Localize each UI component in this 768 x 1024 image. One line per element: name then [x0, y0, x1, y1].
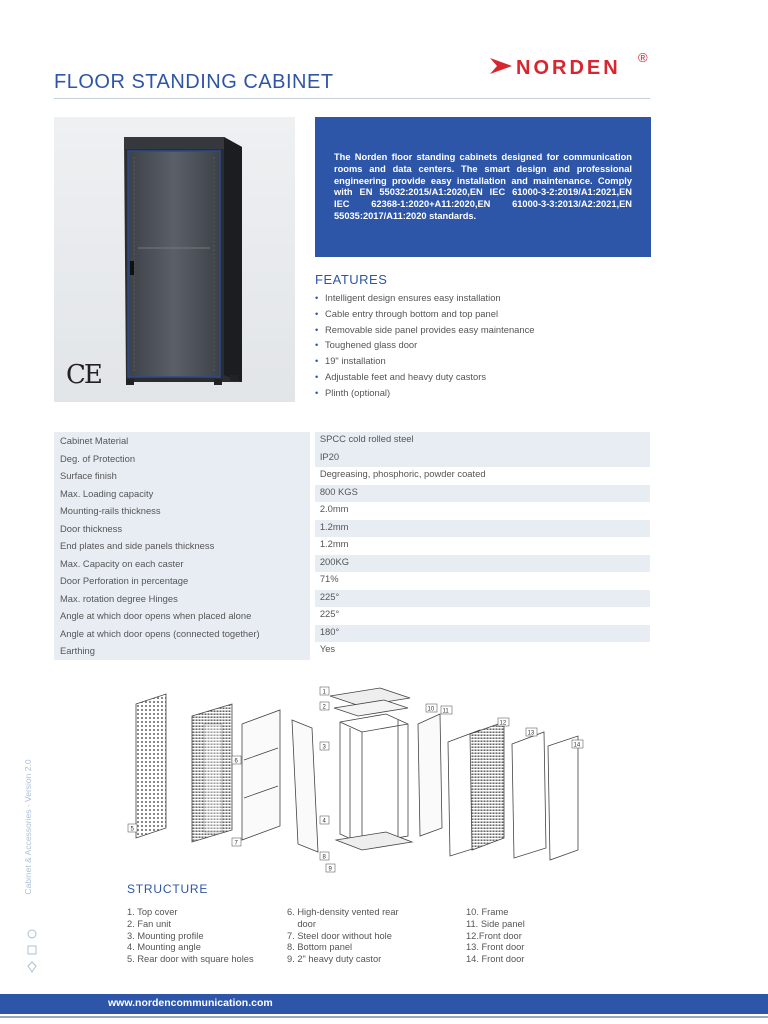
callout-label: 11	[442, 708, 449, 715]
callout-label: 2	[322, 704, 326, 711]
spec-value: Yes	[319, 643, 336, 654]
structure-item: 10. Frame	[466, 907, 509, 917]
spec-value: 2.0mm	[319, 503, 349, 514]
title-divider	[54, 98, 650, 99]
callout-label: 13	[527, 730, 535, 737]
spec-label: Surface finish	[54, 467, 310, 485]
structure-item: 3. Mounting profile	[127, 930, 204, 941]
structure-heading: STRUCTURE	[127, 882, 209, 896]
structure-item: 12.Front door	[466, 930, 522, 941]
spec-value: 1.2mm	[319, 538, 349, 549]
feature-item: • Plinth (optional)	[315, 385, 651, 401]
spec-label: Angle at which door opens (connected together)	[54, 625, 310, 643]
structure-item: 2. Fan unit	[127, 918, 171, 929]
structure-item: 8. Bottom panel	[287, 942, 353, 953]
spec-label: Deg. of Protection	[54, 450, 310, 468]
spec-value: 180°	[315, 625, 650, 643]
structure-item: door	[287, 918, 316, 929]
product-photo	[54, 117, 295, 402]
spec-label: Cabinet Material	[54, 432, 310, 450]
structure-item: 1. Top cover	[127, 907, 178, 917]
callout-label: 6	[234, 758, 238, 765]
spec-value: 800 KGS	[315, 485, 650, 503]
spec-label: Earthing	[54, 642, 310, 660]
structure-item: 4. Mounting angle	[127, 942, 201, 953]
table-row	[54, 642, 650, 660]
structure-list-1	[127, 907, 254, 966]
table-row	[54, 520, 650, 538]
spec-value: 1.2mm	[315, 520, 650, 538]
website-link[interactable]: www.nordencommunication.com	[108, 997, 273, 1009]
callout-label: 5	[130, 826, 134, 833]
footer-divider	[0, 1016, 768, 1018]
spec-table	[54, 432, 650, 660]
structure-list-2	[287, 907, 399, 966]
spec-label: Angle at which door opens when placed alone	[54, 607, 310, 625]
structure-item: 7. Steel door without hole	[287, 930, 392, 941]
spec-label: Max. rotation degree Hinges	[54, 590, 310, 608]
ce-mark: CE	[66, 360, 101, 390]
features-heading: FEATURES	[315, 272, 388, 287]
feature-item: • Intelligent design ensures easy installation	[315, 290, 651, 306]
table-row	[54, 467, 650, 485]
callout-label: 14	[573, 742, 581, 749]
spec-label: Door Perforation in percentage	[54, 572, 310, 590]
norden-logo	[490, 52, 660, 82]
features-list	[315, 290, 651, 401]
callout-label: 9	[328, 866, 332, 873]
spec-value: IP20	[315, 450, 650, 468]
table-row	[54, 555, 650, 573]
spec-label: Door thickness	[54, 520, 310, 538]
footer-bar	[0, 994, 768, 1014]
description-box	[315, 117, 651, 257]
side-icons	[24, 928, 40, 976]
table-row	[54, 607, 650, 625]
feature-item: • Adjustable feet and heavy duty castors	[315, 369, 651, 385]
table-row	[54, 502, 650, 520]
recycle-icons	[24, 928, 40, 976]
spec-label: Mounting-rails thickness	[54, 502, 310, 520]
feature-item: • Removable side panel provides easy maintenance	[315, 322, 651, 338]
spec-value: 225°	[319, 608, 340, 619]
spec-value: SPCC cold rolled steel	[315, 432, 650, 450]
callout-label: 10	[427, 706, 435, 713]
structure-item: 13. Front door	[466, 942, 525, 953]
structure-item: 14. Front door	[466, 954, 525, 965]
table-row	[54, 625, 650, 643]
spec-value: Degreasing, phosphoric, powder coated	[319, 468, 486, 479]
spec-label: Max. Capacity on each caster	[54, 555, 310, 573]
description-text: The Norden floor standing cabinets designed for communication rooms and data centers. The smart design and professional engineering provide easy installation and maintenance. Comply with EN 55032:2015/A1:2020,EN IEC 61000-3-2:2019/A1:2021,EN IEC 62368-1:2020+A11:2020,EN 61000-3-3:2013/A2:2021,EN 55035:2017/A11:2020 standards.	[334, 152, 632, 221]
table-row	[54, 590, 650, 608]
structure-item: 11. Side panel	[466, 918, 525, 929]
table-row	[54, 572, 650, 590]
callout-label: 8	[322, 854, 326, 861]
exploded-view-drawing	[108, 680, 590, 878]
brand-name: NORDEN	[516, 57, 621, 79]
feature-item: • Cable entry through bottom and top panel	[315, 306, 651, 322]
registered-mark: ®	[638, 50, 648, 65]
spec-value: 225°	[315, 590, 650, 608]
table-row	[54, 537, 650, 555]
feature-item: • 19" installation	[315, 353, 651, 369]
callout-label: 3	[322, 744, 326, 751]
spec-label: Max. Loading capacity	[54, 485, 310, 503]
version-sidebar-text: Cabinet & Accessories - Version 2.0	[23, 759, 33, 895]
callout-label: 4	[322, 818, 326, 825]
table-row	[54, 450, 650, 468]
callout-label: 12	[499, 720, 507, 727]
page-title: FLOOR STANDING CABINET	[54, 71, 334, 93]
structure-diagram	[108, 680, 590, 878]
spec-value: 200KG	[315, 555, 650, 573]
spec-label: End plates and side panels thickness	[54, 537, 310, 555]
structure-item: 9. 2" heavy duty castor	[287, 954, 382, 965]
spec-value: 71%	[319, 573, 339, 584]
norden-chevron-icon	[490, 58, 512, 74]
callout-label: 1	[322, 689, 326, 696]
callout-label: 7	[234, 840, 238, 847]
structure-item: 5. Rear door with square holes	[127, 954, 254, 965]
feature-item: • Toughened glass door	[315, 337, 651, 353]
table-row	[54, 485, 650, 503]
table-row	[54, 432, 650, 450]
structure-item: 6. High-density vented rear	[287, 907, 399, 917]
structure-list-3	[466, 907, 525, 966]
